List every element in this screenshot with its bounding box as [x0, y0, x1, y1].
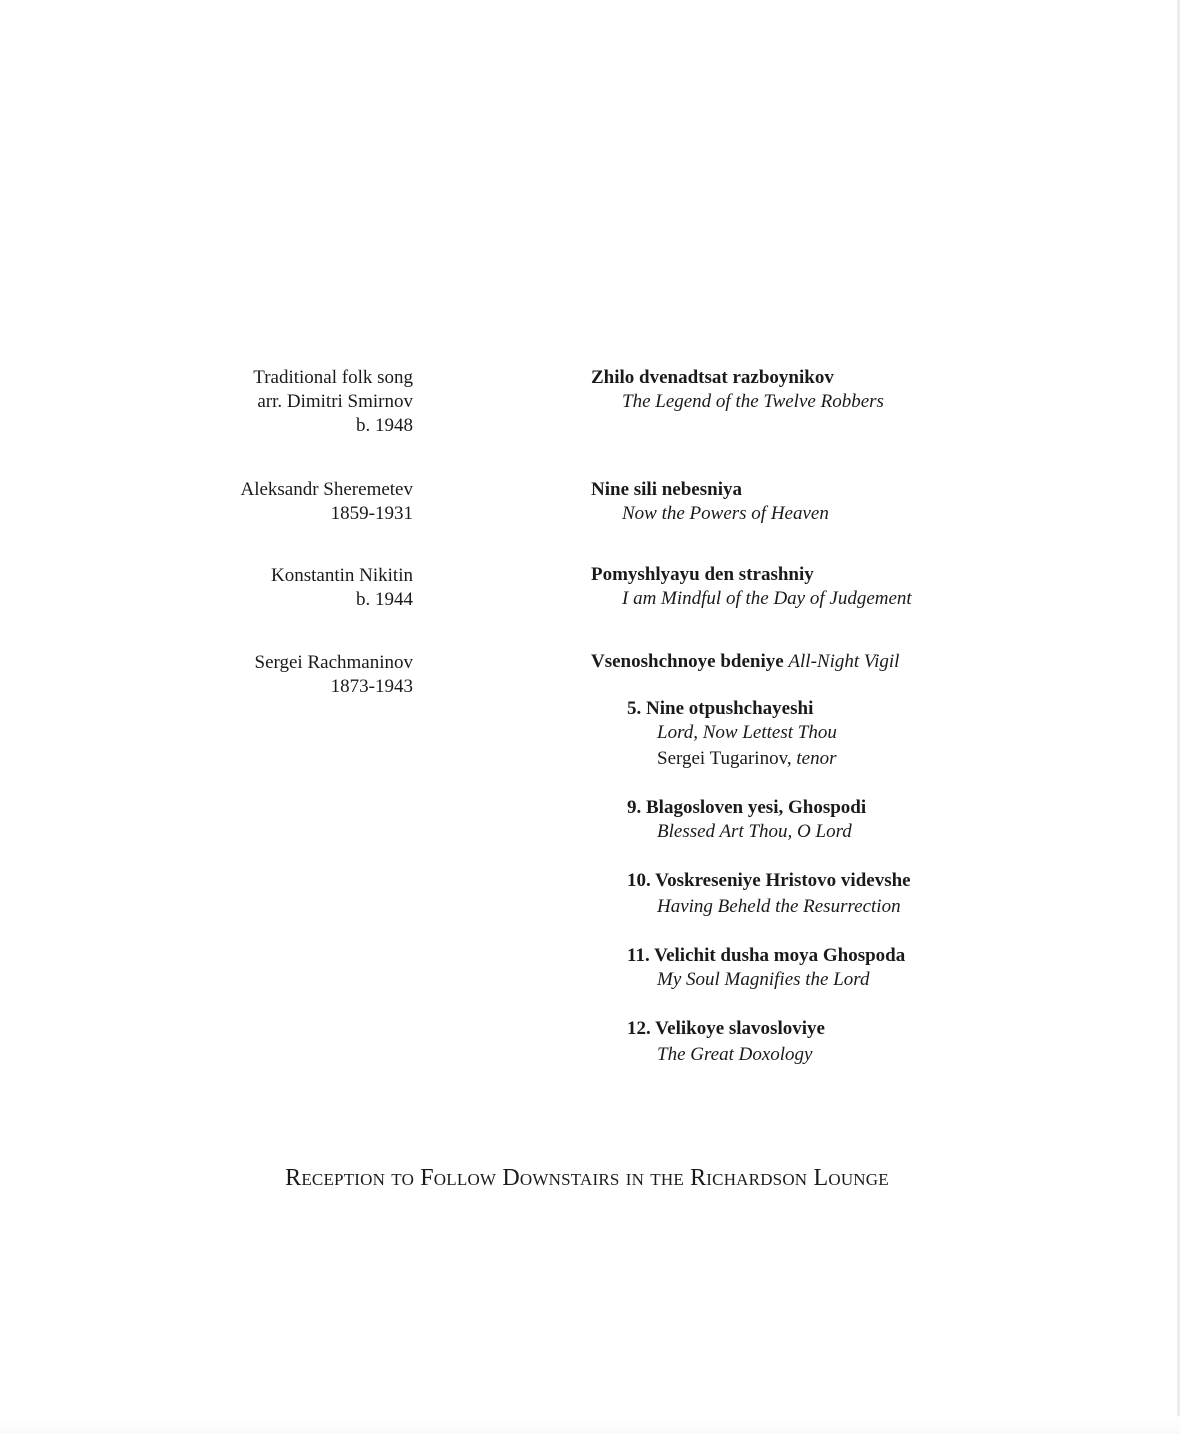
soloist-role: tenor	[796, 748, 837, 769]
work-title: Vsenoshchnoye bdeniye	[591, 651, 784, 672]
work-title: Nine sili nebesniya	[591, 479, 742, 500]
composer-block	[253, 366, 413, 438]
composer-block	[255, 651, 413, 699]
composer-dates: 1859-1931	[330, 503, 413, 524]
work-title: Pomyshlyayu den strashniy	[591, 564, 814, 585]
composer-line: Sergei Rachmaninov	[254, 652, 413, 673]
movement-translation: Lord, Now Lettest Thou	[657, 722, 837, 743]
movement-title: 10. Voskreseniye Hristovo videvshe	[627, 870, 911, 891]
soloist-name: Sergei Tugarinov,	[657, 748, 792, 769]
work-entry	[591, 650, 899, 674]
composer-line: Konstantin Nikitin	[271, 565, 413, 586]
movement-title: 9. Blagosloven yesi, Ghospodi	[627, 797, 867, 818]
composer-line: arr. Dimitri Smirnov	[257, 391, 413, 412]
work-translation: All-Night Vigil	[788, 651, 900, 672]
work-entry	[591, 366, 884, 414]
composer-dates: 1873-1943	[330, 676, 413, 697]
movement-entry	[627, 697, 837, 771]
composer-line: Traditional folk song	[253, 367, 413, 388]
movement-translation: Blessed Art Thou, O Lord	[657, 821, 852, 842]
composer-line: Aleksandr Sheremetev	[240, 479, 413, 500]
movement-title: 11. Velichit dusha moya Ghospoda	[627, 945, 906, 966]
movement-translation: The Great Doxology	[657, 1044, 813, 1065]
composer-block	[271, 564, 413, 612]
work-translation: The Legend of the Twelve Robbers	[622, 391, 884, 412]
page-bottom-shade	[0, 1416, 1180, 1434]
work-entry	[591, 563, 912, 611]
composer-dates: b. 1944	[356, 589, 413, 610]
movement-entry	[627, 796, 866, 844]
movement-entry	[627, 869, 911, 919]
movement-translation: My Soul Magnifies the Lord	[657, 969, 870, 990]
work-entry	[591, 478, 829, 526]
reception-notice: Reception to Follow Downstairs in the Richardson Lounge	[285, 1165, 889, 1191]
movement-title: 12. Velikoye slavosloviye	[627, 1018, 825, 1039]
composer-dates: b. 1948	[356, 415, 413, 436]
work-title: Zhilo dvenadtsat razboynikov	[591, 367, 834, 388]
movement-entry	[627, 944, 905, 992]
composer-block	[240, 478, 413, 526]
movement-entry	[627, 1017, 825, 1067]
movement-title: 5. Nine otpushchayeshi	[627, 698, 814, 719]
work-translation: I am Mindful of the Day of Judgement	[622, 588, 912, 609]
movement-translation: Having Beheld the Resurrection	[657, 896, 901, 917]
soloist	[627, 747, 837, 771]
work-translation: Now the Powers of Heaven	[622, 503, 829, 524]
